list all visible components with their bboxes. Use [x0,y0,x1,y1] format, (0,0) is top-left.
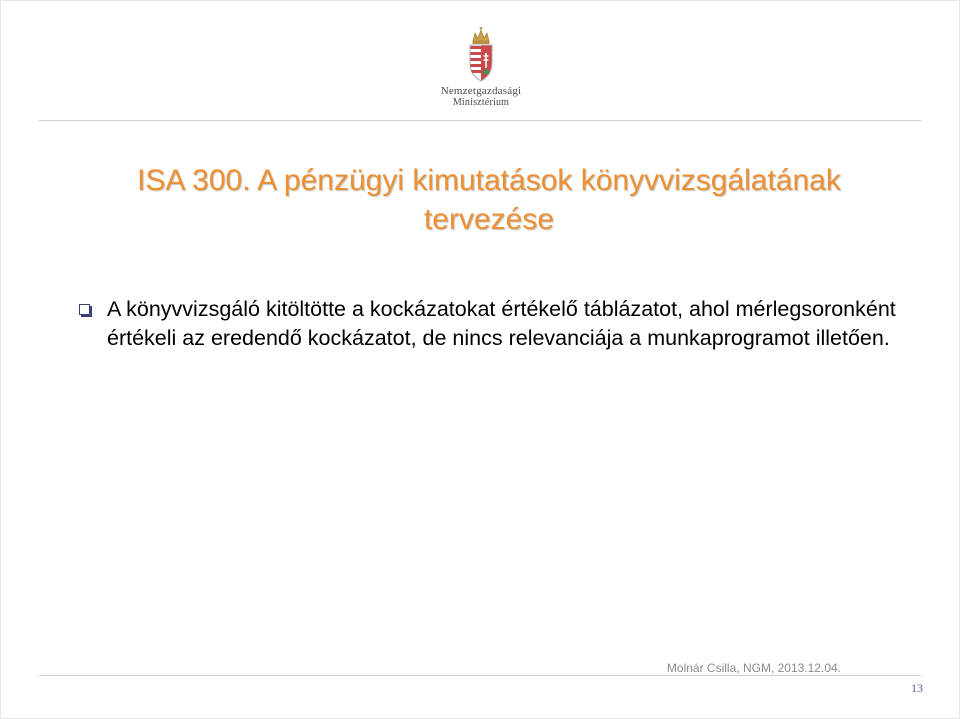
header-divider [39,120,921,121]
hollow-square-bullet-icon [79,304,90,315]
coat-of-arms-icon [467,27,495,83]
footer-author-date: Molnár Csilla, NGM, 2013.12.04. [666,661,841,675]
page-number: 13 [911,681,923,695]
logo-text-line2: Minisztérium [452,97,510,108]
slide-title: ISA 300. A pénzügyi kimutatások könyvvizsgálatának tervezése [137,164,841,236]
ministry-logo [427,27,535,109]
logo-text-line1: Nemzetgazdasági [440,85,522,97]
footer-divider [39,675,921,676]
bullet-text: A könyvvizsgáló kitöltötte a kockázatokat értékelő táblázatot, ahol mérlegsoronként értékeli az eredendő kockázatot, de nincs relevanciája a munkaprogramot illetően. [107,297,896,350]
